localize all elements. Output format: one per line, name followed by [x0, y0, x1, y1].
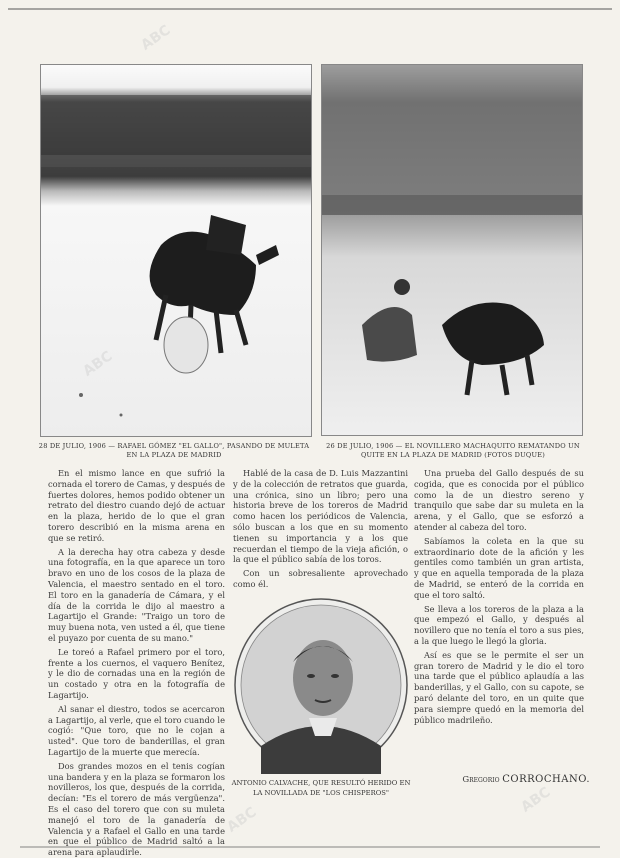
watermark: ABC — [138, 22, 174, 54]
watermark: ABC — [224, 804, 260, 836]
watermark: ABC — [80, 348, 116, 380]
paragraph: Al sanar el diestro, todos se acercaron a Lagartijo, al verle, que el toro cuando le cogió: "Que toro, que no le cojan a usted". Que toro de banderillas, el gran Lagartijo de la muerte que merecía. — [48, 703, 225, 757]
paragraph: Así es que se le permite el ser un gran torero de Madrid y le dio el toro una tarde que el público aplaudía a las banderillas, y el Gallo, con su capote, se paró delante del toro, en un quite que para siempre quedó en la memoria del público madrileño. — [414, 649, 584, 725]
top-rule — [8, 8, 612, 10]
author-first-name: Gregorio — [462, 775, 500, 785]
paragraph: Hablé de la casa de D. Luis Mazzantini y de la colección de retratos que guarda, una crónica, sino un libro; pero una historia breve de los toreros de Madrid como hacen los periódicos de Valencia, sólo buscan a los que en su momento tienen su importancia y a los que recuerdan el tiempo de la vieja afición, o la que el público sabía de los toros. — [233, 468, 408, 565]
paragraph: Dos grandes mozos en el tenis cogían una bandera y en la plaza se formaron los novilleros, los que, después de la corrida, decían: "Es el torero de más vergüenza". Es el caso del torero que con su muleta manejó el toro de la ganadería de Valencia y a Rafael el Gallo en una tarde en que el público de Madrid saltó a la arena para aplaudirle. — [48, 760, 225, 858]
paragraph: Una prueba del Gallo después de su cogida, que es conocida por el público como la de un diestro sereno y tranquilo que sabe dar su muleta en la arena, y el Gallo, que se esforzó a atender al cabeza del toro. — [414, 468, 584, 532]
paragraph: Se lleva a los toreros de la plaza a la que empezó el Gallo, y después al novillero que no tenía el toro a sus pies, a la que luego le llegó la gloria. — [414, 603, 584, 646]
article-column-right — [414, 468, 584, 794]
paragraph: Con un sobresaliente aprovechado como él. — [233, 568, 408, 589]
portrait-caption: ANTONIO CALVACHE, QUE RESULTÓ HERIDO EN LA NOVILLADA DE "LOS CHISPEROS" — [231, 779, 411, 797]
paragraph: Sabíamos la coleta en la que su extraordinario dote de la afición y les gentiles como también un gran artista, y que en aquella temporada de la plaza de Madrid, se enteró de la corrida en que el toro saltó. — [414, 535, 584, 600]
author-signature — [440, 774, 590, 785]
photo-left-caption: 28 DE JULIO, 1906 — RAFAEL GÓMEZ "EL GALLO", PASANDO DE MULETA EN LA PLAZA DE MADRID — [38, 442, 310, 459]
portrait-photo — [231, 596, 411, 774]
bottom-rule — [20, 846, 600, 848]
paragraph: En el mismo lance en que sufrió la cornada el torero de Camas, y después de fuertes dolores, hemos podido obtener un retrato del diestro cuando dejó de actuar en la plaza, herido de lo que el gran torero describió en la misma arena en que se retiró. — [48, 468, 225, 543]
photo-left-bullfight — [40, 64, 312, 437]
author-last-name: CORROCHANO. — [502, 774, 590, 785]
article-column-left — [48, 468, 225, 858]
photo-right-bullfight — [321, 64, 583, 436]
watermark: ABC — [518, 784, 554, 816]
paragraph: A la derecha hay otra cabeza y desde una fotografía, en la que aparece un toro bravo en uno de los cosos de la plaza de Valencia, el maestro sentado en el toro. El toro en la ganadería de Cámara, y el día de la corrida le dijo al maestro a Lagartijo el Grande: "Traigo un toro de muy buena nota, ven usted a él, que tiene el puyazo por cuenta de su mano." — [48, 546, 225, 643]
article-column-middle — [233, 468, 408, 591]
paragraph: Le toreó a Rafael primero por el toro, frente a los cuernos, el vaquero Benítez, y le dio de cornadas una en la región de un costado y otra en la fotografía de Lagartijo. — [48, 646, 225, 700]
photo-right-caption: 26 DE JULIO, 1906 — EL NOVILLERO MACHAQUITO REMATANDO UN QUITE EN LA PLAZA DE MADRID (FOTOS DUQUE) — [326, 442, 580, 459]
